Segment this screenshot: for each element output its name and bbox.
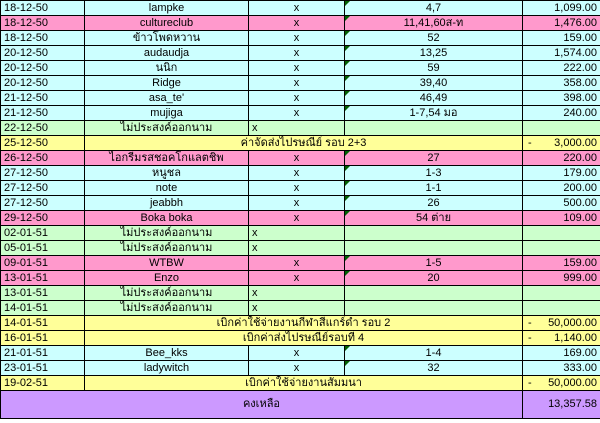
table-row [1, 31, 600, 46]
item-number-cell[interactable]: 54 ต่าย [345, 211, 523, 226]
comment-indicator-icon [345, 181, 350, 186]
donor-name: Boka boka [140, 212, 193, 224]
table-row [1, 46, 600, 61]
price-cell[interactable]: 109.00 [523, 211, 600, 226]
mark-cell[interactable]: x [249, 151, 345, 166]
table-row [1, 286, 600, 301]
item-number-cell[interactable]: 32 [345, 361, 523, 376]
price-cell[interactable]: 222.00 [523, 61, 600, 76]
minus-sign: - [528, 317, 532, 329]
price-cell[interactable]: 200.00 [523, 181, 600, 196]
table-row [1, 76, 600, 91]
item-number-cell[interactable]: 46,49 [345, 91, 523, 106]
comment-indicator-icon [345, 361, 350, 366]
date-cell[interactable]: 23-01-51 [1, 361, 85, 376]
withdrawal-cell[interactable] [523, 331, 600, 346]
table-row [1, 151, 600, 166]
date-cell[interactable]: 21-12-50 [1, 106, 85, 121]
donor-name-cell[interactable] [85, 241, 249, 256]
donor-name: ไม่ประสงค์ออกนาม [120, 227, 213, 239]
mark-cell[interactable]: x [249, 91, 345, 106]
comment-indicator-icon [345, 106, 350, 111]
mark-cell[interactable]: x [249, 271, 345, 286]
comment-indicator-icon [345, 1, 350, 6]
mark-cell[interactable]: x [249, 286, 345, 301]
comment-indicator-icon [345, 346, 350, 351]
table-row [1, 121, 600, 136]
table-row [1, 211, 600, 226]
date-cell[interactable]: 13-01-51 [1, 286, 85, 301]
item-number-cell[interactable] [345, 241, 523, 256]
donor-name: note [155, 182, 178, 194]
amount-value: 50,000.00 [548, 317, 597, 329]
donor-name-cell[interactable] [85, 301, 249, 316]
table-row [1, 91, 600, 106]
donor-name: mujiga [150, 107, 183, 119]
date-cell[interactable]: 27-12-50 [1, 181, 85, 196]
donor-name: audaudja [143, 47, 190, 59]
donor-name: ไม่ประสงค์ออกนาม [120, 287, 213, 299]
date-cell[interactable]: 27-12-50 [1, 166, 85, 181]
table-row [1, 136, 600, 151]
donor-name: jeabbh [149, 197, 184, 209]
price-cell[interactable]: 1,476.00 [523, 16, 600, 31]
price-cell[interactable]: 169.00 [523, 346, 600, 361]
item-number-cell[interactable]: 1-4 [345, 346, 523, 361]
donor-name: ข้าวโพดหวาน [132, 32, 201, 44]
comment-indicator-icon [345, 76, 350, 81]
item-number-cell[interactable] [345, 226, 523, 241]
date-cell[interactable]: 25-12-50 [1, 136, 85, 151]
table-row [1, 196, 600, 211]
donor-name: ไม่ประสงค์ออกนาม [120, 242, 213, 254]
mark-cell[interactable]: x [249, 16, 345, 31]
date-cell[interactable]: 18-12-50 [1, 16, 85, 31]
price-cell[interactable]: 398.00 [523, 91, 600, 106]
mark-cell[interactable]: x [249, 76, 345, 91]
table-row [1, 61, 600, 76]
donor-name: Enzo [153, 272, 180, 284]
item-number-cell[interactable]: 52 [345, 31, 523, 46]
price-cell[interactable]: 1,574.00 [523, 46, 600, 61]
donor-name: นนิก [155, 62, 178, 74]
table-row [1, 16, 600, 31]
mark-cell[interactable]: x [249, 31, 345, 46]
table-row [1, 1, 600, 16]
date-cell[interactable]: 13-01-51 [1, 271, 85, 286]
table-row [1, 346, 600, 361]
price-cell[interactable] [523, 286, 600, 301]
date-cell[interactable]: 14-01-51 [1, 316, 85, 331]
mark-cell[interactable]: x [249, 241, 345, 256]
date-cell[interactable]: 27-12-50 [1, 196, 85, 211]
donor-name-cell[interactable] [85, 61, 249, 76]
price-cell[interactable]: 333.00 [523, 361, 600, 376]
comment-indicator-icon [345, 211, 350, 216]
mark-cell[interactable]: x [249, 121, 345, 136]
price-cell[interactable]: 240.00 [523, 106, 600, 121]
table-row [1, 241, 600, 256]
price-cell[interactable]: 179.00 [523, 166, 600, 181]
item-number-cell[interactable]: 27 [345, 151, 523, 166]
mark-cell[interactable]: x [249, 301, 345, 316]
comment-indicator-icon [345, 91, 350, 96]
item-number-cell[interactable]: 1-5 [345, 256, 523, 271]
price-cell[interactable] [523, 301, 600, 316]
item-number-cell[interactable]: 59 [345, 61, 523, 76]
mark-cell[interactable]: x [249, 226, 345, 241]
comment-indicator-icon [345, 196, 350, 201]
table-row [1, 226, 600, 241]
donor-name: ladywitch [143, 362, 190, 374]
donor-name-cell[interactable] [85, 271, 249, 286]
price-cell[interactable]: 500.00 [523, 196, 600, 211]
table-row [1, 106, 600, 121]
description-cell[interactable]: เบิกค่าส่งไปรษณีย์รอบที่ 4 [85, 331, 523, 346]
donor-name: asa_te' [148, 92, 185, 104]
minus-sign: - [528, 332, 532, 344]
mark-cell[interactable]: x [249, 1, 345, 16]
mark-cell[interactable]: x [249, 346, 345, 361]
mark-cell[interactable]: x [249, 256, 345, 271]
date-cell[interactable]: 22-12-50 [1, 121, 85, 136]
date-cell[interactable]: 20-12-50 [1, 46, 85, 61]
donor-name-cell[interactable] [85, 211, 249, 226]
description-cell[interactable]: เบิกค่าใช้จ่ายงานกีฬาสีแกร์ดำ รอบ 2 [85, 316, 523, 331]
description-cell[interactable]: เบิกค่าใช้จ่ายงานสัมมนา [85, 376, 523, 391]
table-row [1, 376, 600, 391]
date-cell[interactable]: 18-12-50 [1, 31, 85, 46]
mark-cell[interactable]: x [249, 361, 345, 376]
comment-indicator-icon [345, 271, 350, 276]
mark-cell[interactable]: x [249, 106, 345, 121]
amount-value: 50,000.00 [548, 377, 597, 389]
date-cell[interactable]: 02-01-51 [1, 226, 85, 241]
donor-name: Bee_kks [145, 347, 188, 359]
donor-name-cell[interactable] [85, 361, 249, 376]
date-cell[interactable]: 14-01-51 [1, 301, 85, 316]
donor-name: Ridge [152, 77, 181, 89]
item-number-cell[interactable] [345, 121, 523, 136]
donor-name: ไม่ประสงค์ออกนาม [120, 302, 213, 314]
balance-amount[interactable]: 13,357.58 [523, 391, 600, 419]
donor-name-cell[interactable] [85, 121, 249, 136]
price-cell[interactable]: 358.00 [523, 76, 600, 91]
withdrawal-cell[interactable] [523, 316, 600, 331]
donor-name-cell[interactable] [85, 286, 249, 301]
price-cell[interactable]: 999.00 [523, 271, 600, 286]
date-cell[interactable]: 21-01-51 [1, 346, 85, 361]
donor-name: WTBW [149, 257, 184, 269]
donor-name: lampke [148, 2, 185, 14]
table-row [1, 166, 600, 181]
item-number-cell[interactable]: 26 [345, 196, 523, 211]
donor-name-cell[interactable] [85, 181, 249, 196]
item-number-cell[interactable]: 13,25 [345, 46, 523, 61]
date-cell[interactable]: 09-01-51 [1, 256, 85, 271]
donor-name-cell[interactable] [85, 346, 249, 361]
price-cell[interactable]: 159.00 [523, 31, 600, 46]
comment-indicator-icon [345, 256, 350, 261]
mark-cell[interactable]: x [249, 181, 345, 196]
table-row [1, 361, 600, 376]
donor-name-cell[interactable] [85, 256, 249, 271]
table-row [1, 256, 600, 271]
date-cell[interactable]: 19-02-51 [1, 376, 85, 391]
donor-name-cell[interactable] [85, 151, 249, 166]
description-cell[interactable]: ค่าจัดส่งไปรษณีย์ รอบ 2+3 [85, 136, 523, 151]
donor-name-cell[interactable] [85, 196, 249, 211]
price-cell[interactable]: 1,099.00 [523, 1, 600, 16]
donor-name: ไอกรีมรสชอคโกแลตชิพ [109, 152, 224, 164]
comment-indicator-icon [345, 151, 350, 156]
price-cell[interactable] [523, 241, 600, 256]
donor-name-cell[interactable] [85, 91, 249, 106]
item-number-cell[interactable]: 1-1 [345, 181, 523, 196]
table-row [1, 316, 600, 331]
mark-cell[interactable]: x [249, 46, 345, 61]
donor-name-cell[interactable] [85, 166, 249, 181]
comment-indicator-icon [345, 46, 350, 51]
balance-row [1, 391, 600, 419]
amount-value: 3,000.00 [554, 137, 597, 149]
date-cell[interactable]: 18-12-50 [1, 1, 85, 16]
minus-sign: - [528, 377, 532, 389]
comment-indicator-icon [345, 31, 350, 36]
date-cell[interactable]: 26-12-50 [1, 151, 85, 166]
balance-label[interactable]: คงเหลือ [1, 391, 523, 419]
ledger-body [1, 1, 600, 419]
donor-name-cell[interactable] [85, 1, 249, 16]
item-number-cell[interactable]: 4,7 [345, 1, 523, 16]
item-number-cell[interactable]: 20 [345, 271, 523, 286]
item-number-cell[interactable]: 1-3 [345, 166, 523, 181]
date-cell[interactable]: 20-12-50 [1, 61, 85, 76]
item-number-cell[interactable] [345, 286, 523, 301]
amount-value: 1,140.00 [554, 332, 597, 344]
item-number-cell[interactable]: 39,40 [345, 76, 523, 91]
price-cell[interactable]: 159.00 [523, 256, 600, 271]
table-row [1, 181, 600, 196]
date-cell[interactable]: 20-12-50 [1, 76, 85, 91]
comment-indicator-icon [345, 61, 350, 66]
donor-name: ไม่ประสงค์ออกนาม [120, 122, 213, 134]
minus-sign: - [528, 137, 532, 149]
date-cell[interactable]: 16-01-51 [1, 331, 85, 346]
comment-indicator-icon [345, 166, 350, 171]
mark-cell[interactable]: x [249, 211, 345, 226]
price-cell[interactable] [523, 121, 600, 136]
donor-name-cell[interactable] [85, 46, 249, 61]
donor-name-cell[interactable] [85, 16, 249, 31]
item-number-cell[interactable] [345, 301, 523, 316]
withdrawal-cell[interactable] [523, 376, 600, 391]
donor-name: หนูชล [152, 167, 181, 179]
donor-name: cultureclub [139, 17, 194, 29]
donor-name-cell[interactable] [85, 106, 249, 121]
mark-cell[interactable]: x [249, 196, 345, 211]
withdrawal-cell[interactable] [523, 136, 600, 151]
donor-name-cell[interactable] [85, 76, 249, 91]
donor-name-cell[interactable] [85, 31, 249, 46]
item-number-cell[interactable]: 1-7,54 มอ [345, 106, 523, 121]
table-row [1, 331, 600, 346]
table-row [1, 301, 600, 316]
item-number-cell[interactable]: 11,41,60ส-ท [345, 16, 523, 31]
mark-cell[interactable]: x [249, 166, 345, 181]
date-cell[interactable]: 29-12-50 [1, 211, 85, 226]
date-cell[interactable]: 05-01-51 [1, 241, 85, 256]
table-row [1, 271, 600, 286]
price-cell[interactable]: 220.00 [523, 151, 600, 166]
mark-cell[interactable]: x [249, 61, 345, 76]
date-cell[interactable]: 21-12-50 [1, 91, 85, 106]
comment-indicator-icon [345, 16, 350, 21]
price-cell[interactable] [523, 226, 600, 241]
donor-name-cell[interactable] [85, 226, 249, 241]
